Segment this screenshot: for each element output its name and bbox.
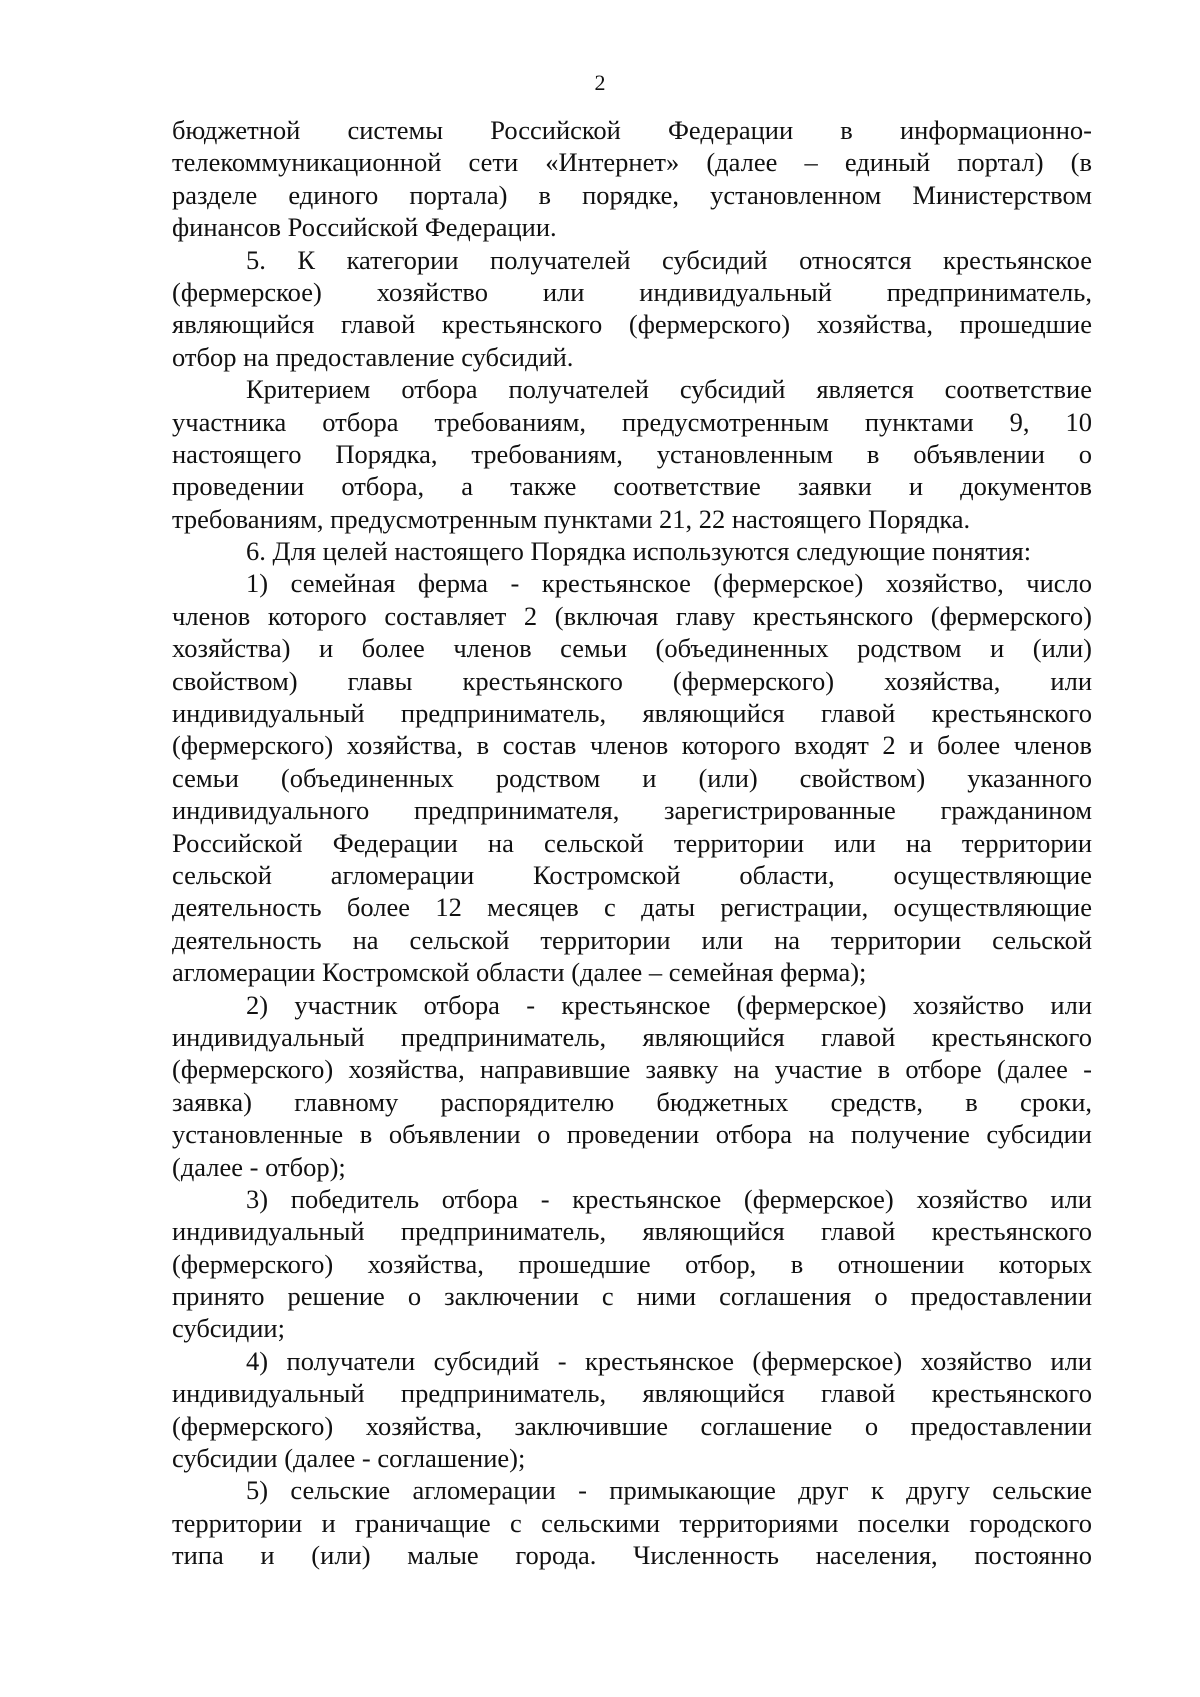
text-line: сельской агломерации Костромской области, осуществляющие [172,859,1092,890]
text-line: (фермерского) хозяйства, в состав членов которого входят 2 и более членов [172,730,1092,761]
text-line: типа и (или) малые города. Численность населения, постоянно [172,1540,1092,1571]
page-number: 2 [594,70,606,95]
text-line: индивидуальный предприниматель, являющийся главой крестьянского [172,698,1092,729]
text-line: территории и граничащие с сельскими территориями поселки городского [172,1507,1092,1538]
text-line: разделе единого портала) в порядке, установленном Министерством [172,179,1092,210]
text-line: принято решение о заключении с ними соглашения о предоставлении [172,1281,1092,1312]
text-line: требованиям, предусмотренным пунктами 21, 22 настоящего Порядка. [172,503,971,534]
text-line: (фермерского) хозяйства, заключившие соглашение о предоставлении [172,1410,1092,1441]
text-line: настоящего Порядка, требованиям, установленным в объявлении о [172,438,1092,469]
text-line: индивидуального предпринимателя, зарегистрированные гражданином [172,795,1092,826]
paragraph-first-line: 6. Для целей настоящего Порядка используются следующие понятия: [246,536,1032,567]
text-line: Российской Федерации на сельской территории или на территории [172,827,1092,858]
text-line: участника отбора требованиям, предусмотренным пунктами 9, 10 [172,406,1092,437]
text-line: бюджетной системы Российской Федерации в информационно- [172,115,1092,145]
text-line: (далее - отбор); [172,1151,346,1182]
text-line: индивидуальный предприниматель, являющийся главой крестьянского [172,1216,1092,1247]
text-line: телекоммуникационной сети «Интернет» (далее – единый портал) (в [172,147,1092,178]
text-line: индивидуальный предприниматель, являющийся главой крестьянского [172,1021,1092,1052]
paragraph-first-line: 4) получатели субсидий - крестьянское (фермерское) хозяйство или [246,1345,1092,1376]
text-line: заявка) главному распорядителю бюджетных средств, в сроки, [172,1086,1092,1117]
text-line: (фермерское) хозяйство или индивидуальный предприниматель, [172,276,1092,307]
text-line: деятельность более 12 месяцев с даты регистрации, осуществляющие [172,892,1092,923]
text-line: (фермерского) хозяйства, прошедшие отбор, в отношении которых [172,1248,1092,1279]
text-line: являющийся главой крестьянского (фермерского) хозяйства, прошедшие [172,309,1092,340]
text-line: членов которого составляет 2 (включая главу крестьянского (фермерского) [172,600,1092,631]
text-line: субсидии (далее - соглашение); [172,1443,526,1474]
paragraph-first-line: 1) семейная ферма - крестьянское (фермерское) хозяйство, число [246,568,1092,599]
text-line: отбор на предоставление субсидий. [172,341,574,372]
text-line: установленные в объявлении о проведении отбора на получение субсидии [172,1119,1092,1150]
paragraph-first-line: 5. К категории получателей субсидий относятся крестьянское [246,244,1092,275]
text-line: финансов Российской Федерации. [172,212,557,243]
text-line: (фермерского) хозяйства, направившие заявку на участие в отборе (далее - [172,1054,1092,1085]
text-line: проведении отбора, а также соответствие заявки и документов [172,471,1092,502]
document-body [172,114,1092,1572]
paragraph-first-line: 2) участник отбора - крестьянское (фермерское) хозяйство или [246,989,1092,1020]
text-line: деятельность на сельской территории или на территории сельской [172,924,1092,955]
paragraph-first-line: 3) победитель отбора - крестьянское (фермерское) хозяйство или [246,1183,1092,1214]
text-line: свойством) главы крестьянского (фермерского) хозяйства, или [172,665,1092,696]
text-line: хозяйства) и более членов семьи (объединенных родством и (или) [172,633,1092,664]
text-line: субсидии; [172,1313,285,1344]
text-line: индивидуальный предприниматель, являющийся главой крестьянского [172,1378,1092,1409]
paragraph-first-line: 5) сельские агломерации - примыкающие друг к другу сельские [246,1475,1092,1506]
text-line: агломерации Костромской области (далее – семейная ферма); [172,957,867,988]
text-line: семьи (объединенных родством и (или) свойством) указанного [172,762,1092,793]
paragraph-first-line: Критерием отбора получателей субсидий является соответствие [246,374,1092,405]
